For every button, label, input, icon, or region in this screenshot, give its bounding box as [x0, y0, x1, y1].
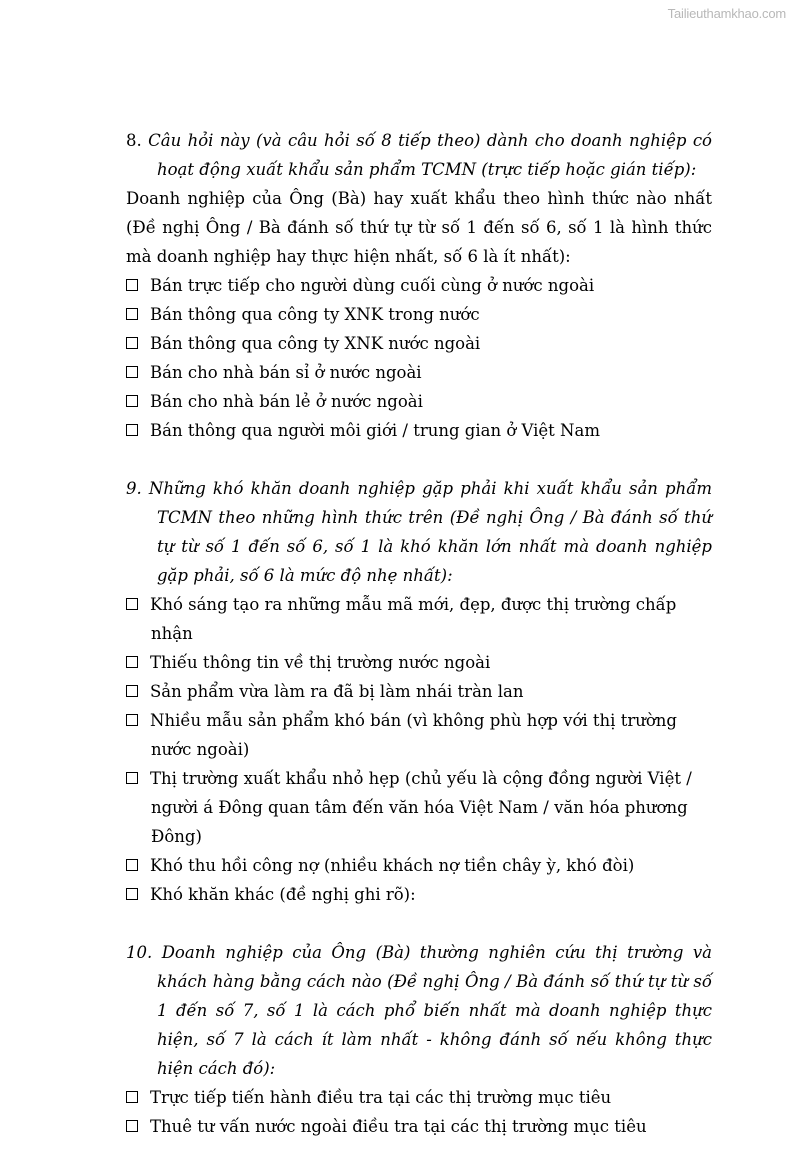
option-row: [126, 648, 712, 677]
option-row: [126, 764, 712, 851]
option-row: [126, 358, 712, 387]
option-label: Thuê tư vấn nước ngoài điều tra tại các thị trường mục tiêu: [150, 1117, 647, 1136]
checkbox[interactable]: [126, 279, 138, 291]
checkbox[interactable]: [126, 888, 138, 900]
document-body: [126, 126, 712, 1170]
question-text: Doanh nghiệp của Ông (Bà) thường nghiên cứu thị trường và khách hàng bằng cách nào (Đề nghị Ông / Bà đánh số thứ tự từ số 1 đến số 7, số 1 là cách phổ biến nhất mà doanh nghiệp thực hiện, số 7 là cách ít làm nhất - không đánh số nếu không thực hiện cách đó):: [157, 943, 713, 1078]
checkbox[interactable]: [126, 685, 138, 697]
option-label: Bán cho nhà bán lẻ ở nước ngoài: [150, 392, 423, 411]
option-row: [126, 387, 712, 416]
option-label: Thị trường xuất khẩu nhỏ hẹp (chủ yếu là cộng đồng người Việt / người á Đông quan tâm đến văn hóa Việt Nam / văn hóa phương Đông): [150, 769, 692, 846]
question-10-title: [126, 938, 712, 1083]
option-label: Nhiều mẫu sản phẩm khó bán (vì không phù hợp với thị trường nước ngoài): [150, 711, 677, 759]
checkbox[interactable]: [126, 1091, 138, 1103]
question-8-title: [126, 126, 712, 184]
option-label: Bán cho nhà bán sỉ ở nước ngoài: [150, 363, 422, 382]
question-number: 9.: [126, 479, 142, 498]
option-label: Bán trực tiếp cho người dùng cuối cùng ở nước ngoài: [150, 276, 595, 295]
option-label: Bán thông qua công ty XNK nước ngoài: [150, 334, 481, 353]
question-number: 8.: [126, 131, 142, 150]
option-label: Khó thu hồi công nợ (nhiều khách nợ tiền chây ỳ, khó đòi): [150, 856, 635, 875]
option-row: [126, 677, 712, 706]
option-row: [126, 1112, 712, 1141]
checkbox[interactable]: [126, 366, 138, 378]
option-row: [126, 706, 712, 764]
option-label: Bán thông qua người môi giới / trung gian ở Việt Nam: [150, 421, 600, 440]
option-label: Khó sáng tạo ra những mẫu mã mới, đẹp, được thị trường chấp nhận: [150, 595, 677, 643]
option-row: [126, 416, 712, 445]
checkbox[interactable]: [126, 714, 138, 726]
option-row: [126, 1083, 712, 1112]
checkbox[interactable]: [126, 308, 138, 320]
question-8-instruction: Doanh nghiệp của Ông (Bà) hay xuất khẩu theo hình thức nào nhất (Đề nghị Ông / Bà đánh số thứ tự từ số 1 đến số 6, số 1 là hình thức mà doanh nghiệp hay thực hiện nhất, số 6 là ít nhất):: [126, 189, 712, 266]
checkbox[interactable]: [126, 772, 138, 784]
option-label: Thiếu thông tin về thị trường nước ngoài: [150, 653, 491, 672]
option-label: Khó khăn khác (đề nghị ghi rõ):: [150, 885, 416, 904]
option-row: [126, 300, 712, 329]
question-9-title: [126, 474, 712, 590]
checkbox[interactable]: [126, 859, 138, 871]
option-label: Trực tiếp tiến hành điều tra tại các thị trường mục tiêu: [150, 1088, 612, 1107]
checkbox[interactable]: [126, 656, 138, 668]
checkbox[interactable]: [126, 337, 138, 349]
checkbox[interactable]: [126, 424, 138, 436]
option-label: Bán thông qua công ty XNK trong nước: [150, 305, 480, 324]
option-row: [126, 271, 712, 300]
question-number: 10.: [126, 943, 153, 962]
option-row: [126, 329, 712, 358]
option-row: [126, 851, 712, 880]
watermark: Tailieuthamkhao.com: [667, 6, 786, 21]
option-row: [126, 880, 712, 909]
question-9: [126, 474, 712, 909]
question-text: Những khó khăn doanh nghiệp gặp phải khi xuất khẩu sản phẩm TCMN theo những hình thức trên (Đề nghị Ông / Bà đánh số thứ tự từ số 1 đến số 6, số 1 là khó khăn lớn nhất mà doanh nghiệp gặp phải, số 6 là mức độ nhẹ nhất):: [148, 479, 712, 585]
question-10: [126, 938, 712, 1141]
checkbox[interactable]: [126, 1120, 138, 1132]
option-label: Sản phẩm vừa làm ra đã bị làm nhái tràn lan: [150, 682, 524, 701]
checkbox[interactable]: [126, 598, 138, 610]
question-text: Câu hỏi này (và câu hỏi số 8 tiếp theo) dành cho doanh nghiệp có hoạt động xuất khẩu sản phẩm TCMN (trực tiếp hoặc gián tiếp):: [148, 131, 712, 179]
checkbox[interactable]: [126, 395, 138, 407]
question-8: [126, 126, 712, 445]
option-row: [126, 590, 712, 648]
